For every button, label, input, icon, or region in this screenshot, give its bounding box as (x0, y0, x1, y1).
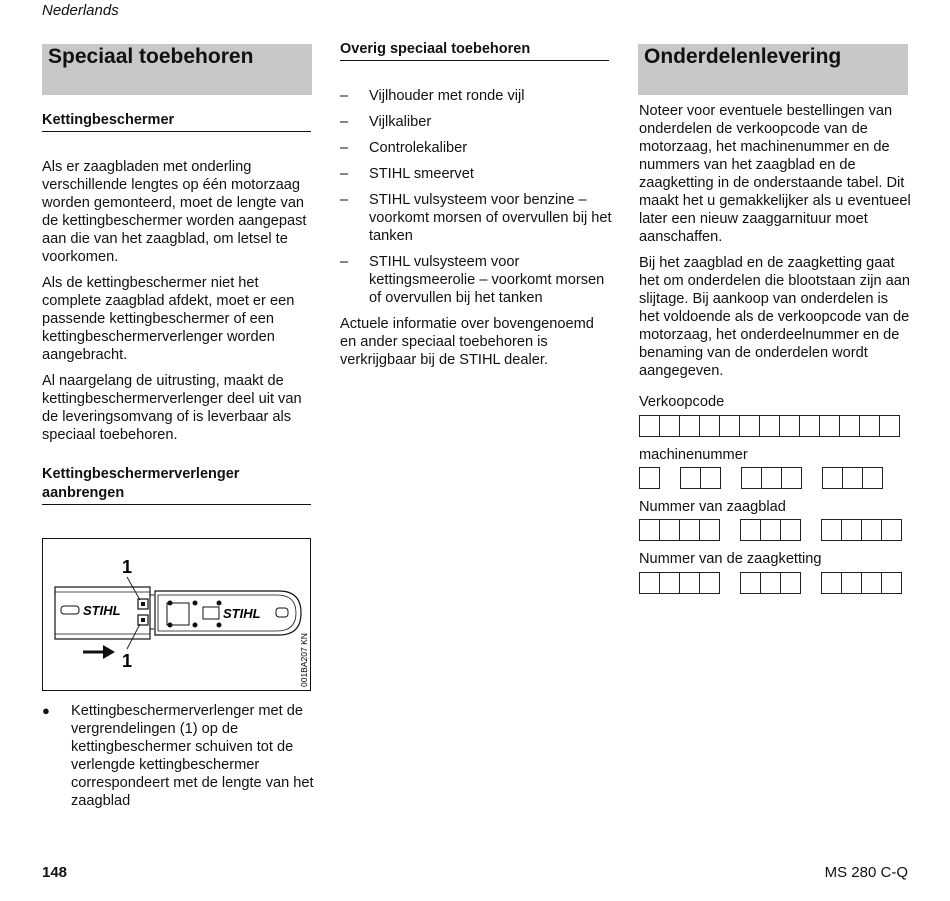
section-title: Onderdelenlevering (644, 45, 842, 68)
zaagblad-boxes[interactable] (639, 519, 902, 541)
entry-box[interactable] (659, 415, 679, 437)
entry-box[interactable] (841, 572, 861, 594)
entry-box[interactable] (881, 572, 901, 594)
box-group (821, 519, 902, 541)
section-title: Speciaal toebehoren (48, 45, 254, 68)
field-label-verkoopcode: Verkoopcode (639, 394, 725, 410)
subheading-verlenger: Kettingbeschermerverlenger aanbrengen (42, 465, 311, 505)
paragraph: Noteer voor eventuele bestellingen van onderdelen de verkoopcode van de motorzaag, het machinenummer en de nummers van het zaagblad en de zaagketting in de onderstaande tabel. Dit maakt het u gemakkelijker als u eventueel later een nieuw zaaggarnituur moet aanschaffen. (639, 103, 911, 245)
entry-box[interactable] (659, 572, 679, 594)
verkoopcode-boxes[interactable] (639, 415, 900, 437)
entry-box[interactable] (719, 415, 739, 437)
entry-box[interactable] (821, 519, 841, 541)
entry-box[interactable] (700, 467, 720, 489)
list-item (340, 139, 612, 157)
entry-box[interactable] (699, 519, 719, 541)
entry-box[interactable] (781, 467, 801, 489)
entry-box[interactable] (779, 415, 799, 437)
entry-box[interactable] (679, 415, 699, 437)
box-group (680, 467, 721, 489)
paragraph: Bij het zaagblad en de zaagketting gaat het om onderdelen die blootstaan zijn aan slijtage. Bij aankoop van onderdelen is het voldoende als de verkoopcode van de motorzaag, het onderdeelnummer en de benaming van de onderdelen wordt aangegeven. (639, 255, 910, 379)
entry-box[interactable] (680, 467, 700, 489)
dash-marker: – (340, 166, 349, 182)
list-item-text: STIHL smeervet (369, 166, 474, 182)
entry-box[interactable] (859, 415, 879, 437)
list-item (340, 87, 612, 105)
accessory-note: Actuele informatie over bovengenoemd en ander speciaal toebehoren is verkrijgbaar bij de STIHL dealer. (340, 316, 594, 368)
box-group (639, 572, 720, 594)
subheading-kettingbeschermer: Kettingbeschermer (42, 111, 311, 132)
entry-box[interactable] (659, 519, 679, 541)
entry-box[interactable] (760, 519, 780, 541)
dash-marker: – (340, 140, 349, 156)
entry-box[interactable] (740, 572, 760, 594)
entry-box[interactable] (881, 519, 901, 541)
col1-text (42, 158, 314, 452)
list-item-text: STIHL vulsysteem voor kettingsmeerolie – voorkomt morsen of overvullen bij het tanken (369, 254, 605, 306)
entry-box[interactable] (679, 572, 699, 594)
list-item (340, 253, 612, 307)
chain-guard-illustration (43, 539, 309, 689)
entry-box[interactable] (741, 467, 761, 489)
col3-text (639, 102, 911, 388)
entry-box[interactable] (780, 519, 800, 541)
entry-box[interactable] (861, 519, 881, 541)
dash-marker: – (340, 114, 349, 130)
list-item (340, 113, 612, 131)
entry-box[interactable] (862, 467, 882, 489)
list-item-text: STIHL vulsysteem voor benzine – voorkomt morsen of overvullen bij het tanken (369, 192, 612, 244)
figure-chain-guard-extension (42, 538, 311, 691)
box-group (639, 415, 900, 437)
box-group (822, 467, 883, 489)
callout-label: 1 (122, 651, 133, 671)
bullet-item (42, 702, 314, 810)
paragraph: Als er zaagbladen met onderling verschillende lengtes op één motorzaag worden gemonteerd, moet de lengte van de kettingbeschermer worden aangepast aan die van het zaagblad, om letsel te voorkomen. (42, 159, 307, 265)
field-label-zaagketting: Nummer van de zaagketting (639, 551, 822, 567)
box-group (740, 572, 801, 594)
callout-label: 1 (122, 557, 133, 577)
language-label: Nederlands (42, 2, 119, 19)
entry-box[interactable] (879, 415, 899, 437)
entry-box[interactable] (841, 519, 861, 541)
entry-box[interactable] (679, 519, 699, 541)
entry-box[interactable] (821, 572, 841, 594)
entry-box[interactable] (699, 572, 719, 594)
paragraph: Als de kettingbeschermer niet het complete zaagblad afdekt, moet er een passende kettingbeschermer of een kettingbeschermerverlenger worden aangebracht. (42, 275, 295, 363)
dash-marker: – (340, 192, 349, 208)
subheading-overig: Overig speciaal toebehoren (340, 40, 609, 61)
entry-box[interactable] (839, 415, 859, 437)
entry-box[interactable] (639, 415, 659, 437)
entry-box[interactable] (639, 572, 659, 594)
entry-box[interactable] (759, 415, 779, 437)
entry-box[interactable] (842, 467, 862, 489)
page-number: 148 (42, 864, 68, 881)
list-item-text: Vijlkaliber (369, 114, 432, 130)
dash-marker: – (340, 254, 349, 270)
entry-box[interactable] (639, 519, 659, 541)
entry-box[interactable] (780, 572, 800, 594)
entry-box[interactable] (819, 415, 839, 437)
field-label-zaagblad: Nummer van zaagblad (639, 499, 786, 515)
entry-box[interactable] (861, 572, 881, 594)
list-item (340, 191, 612, 245)
section-heading-box (638, 44, 908, 95)
model-name: MS 280 C-Q (824, 864, 908, 881)
figure-code: 001BA207 KN (299, 633, 309, 687)
bullet-icon: ● (42, 703, 50, 718)
entry-box[interactable] (740, 519, 760, 541)
box-group (639, 467, 660, 489)
entry-box[interactable] (699, 415, 719, 437)
entry-box[interactable] (822, 467, 842, 489)
list-item-text: Vijlhouder met ronde vijl (369, 88, 525, 104)
box-group (740, 519, 801, 541)
box-group (741, 467, 802, 489)
paragraph: Al naargelang de uitrusting, maakt de kettingbeschermerverlenger deel uit van de leveringsomvang of is leverbaar als speciaal toebehoren. (42, 373, 302, 443)
dash-marker: – (340, 88, 349, 104)
zaagketting-boxes[interactable] (639, 572, 902, 594)
brand-logo: STIHL (83, 603, 121, 618)
field-label-machinenummer: machinenummer (639, 447, 748, 463)
entry-box[interactable] (799, 415, 819, 437)
list-item (340, 165, 612, 183)
entry-box[interactable] (760, 572, 780, 594)
machinenummer-boxes[interactable] (639, 467, 883, 489)
entry-box[interactable] (761, 467, 781, 489)
list-item-text: Controlekaliber (369, 140, 468, 156)
box-group (821, 572, 902, 594)
brand-logo: STIHL (223, 606, 261, 621)
entry-box[interactable] (639, 467, 659, 489)
accessory-list (340, 87, 612, 369)
box-group (639, 519, 720, 541)
section-heading-box (42, 44, 312, 95)
bullet-text: Kettingbeschermerverlenger met de vergrendelingen (1) op de kettingbeschermer schuiven tot de verlengde kettingbeschermer correspondeert met de lengte van het zaagblad (71, 703, 314, 809)
entry-box[interactable] (739, 415, 759, 437)
